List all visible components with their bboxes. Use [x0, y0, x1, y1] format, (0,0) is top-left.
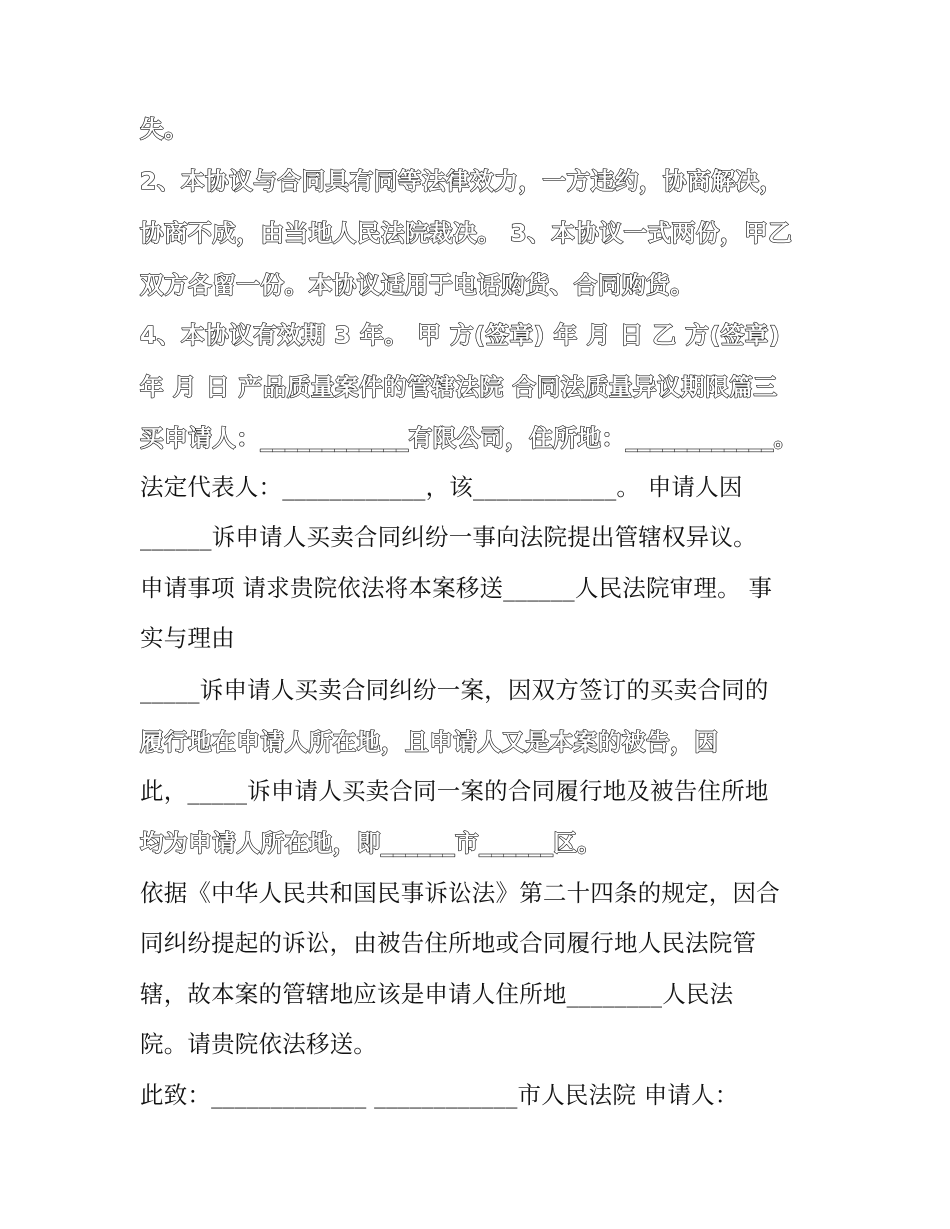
text-line-9: ______诉申请人买卖合同纠纷一事向法院提出管辖权异议。: [140, 523, 757, 551]
text-line-8: 法定代表人：____________，该____________。 申请人因: [140, 473, 743, 501]
text-line-11: 实与理由: [140, 624, 235, 652]
text-line-20: 此致：_____________ ____________市人民法院 申请人：: [140, 1081, 739, 1109]
text-line-13: 履行地在申请人所在地，且申请人又是本案的被告，因: [140, 728, 719, 756]
text-line-17: 同纠纷提起的诉讼，由被告住所地或合同履行地人民法院管: [140, 929, 757, 957]
text-line-14: 此，_____诉申请人买卖合同一案的合同履行地及被告住所地: [140, 777, 769, 805]
text-line-16: 依据《中华人民共和国民事诉讼法》第二十四条的规定，因合: [140, 879, 780, 907]
text-line-7: 买申请人：____________有限公司，住所地：____________。: [140, 424, 798, 452]
text-line-15: 均为申请人所在地，即______市______区。: [140, 829, 602, 857]
text-line-6: 年 月 日 产品质量案件的管辖法院 合同法质量异议期限篇三: [140, 373, 778, 401]
text-line-12: _____诉申请人买卖合同纠纷一案，因双方签订的买卖合同的: [140, 676, 769, 704]
text-line-4: 双方各留一份。本协议适用于电话购货、合同购货。: [140, 271, 695, 299]
text-line-5: 4、本协议有效期 3 年。 甲 方(签章) 年 月 日 乙 方(签章): [140, 321, 781, 349]
text-line-19: 院。请贵院依法移送。: [140, 1030, 377, 1058]
text-line-2: 2、本协议与合同具有同等法律效力，一方违约，协商解决，: [140, 167, 784, 195]
text-line-10: 申请事项 请求贵院依法将本案移送______人民法院审理。 事: [140, 574, 773, 602]
text-line-18: 辖，故本案的管辖地应该是申请人住所地________人民法: [140, 980, 734, 1008]
text-line-3: 协商不成，由当地人民法院裁决。 3、本协议一式两份，甲乙: [140, 219, 793, 247]
text-line-1: 失。: [140, 115, 189, 143]
